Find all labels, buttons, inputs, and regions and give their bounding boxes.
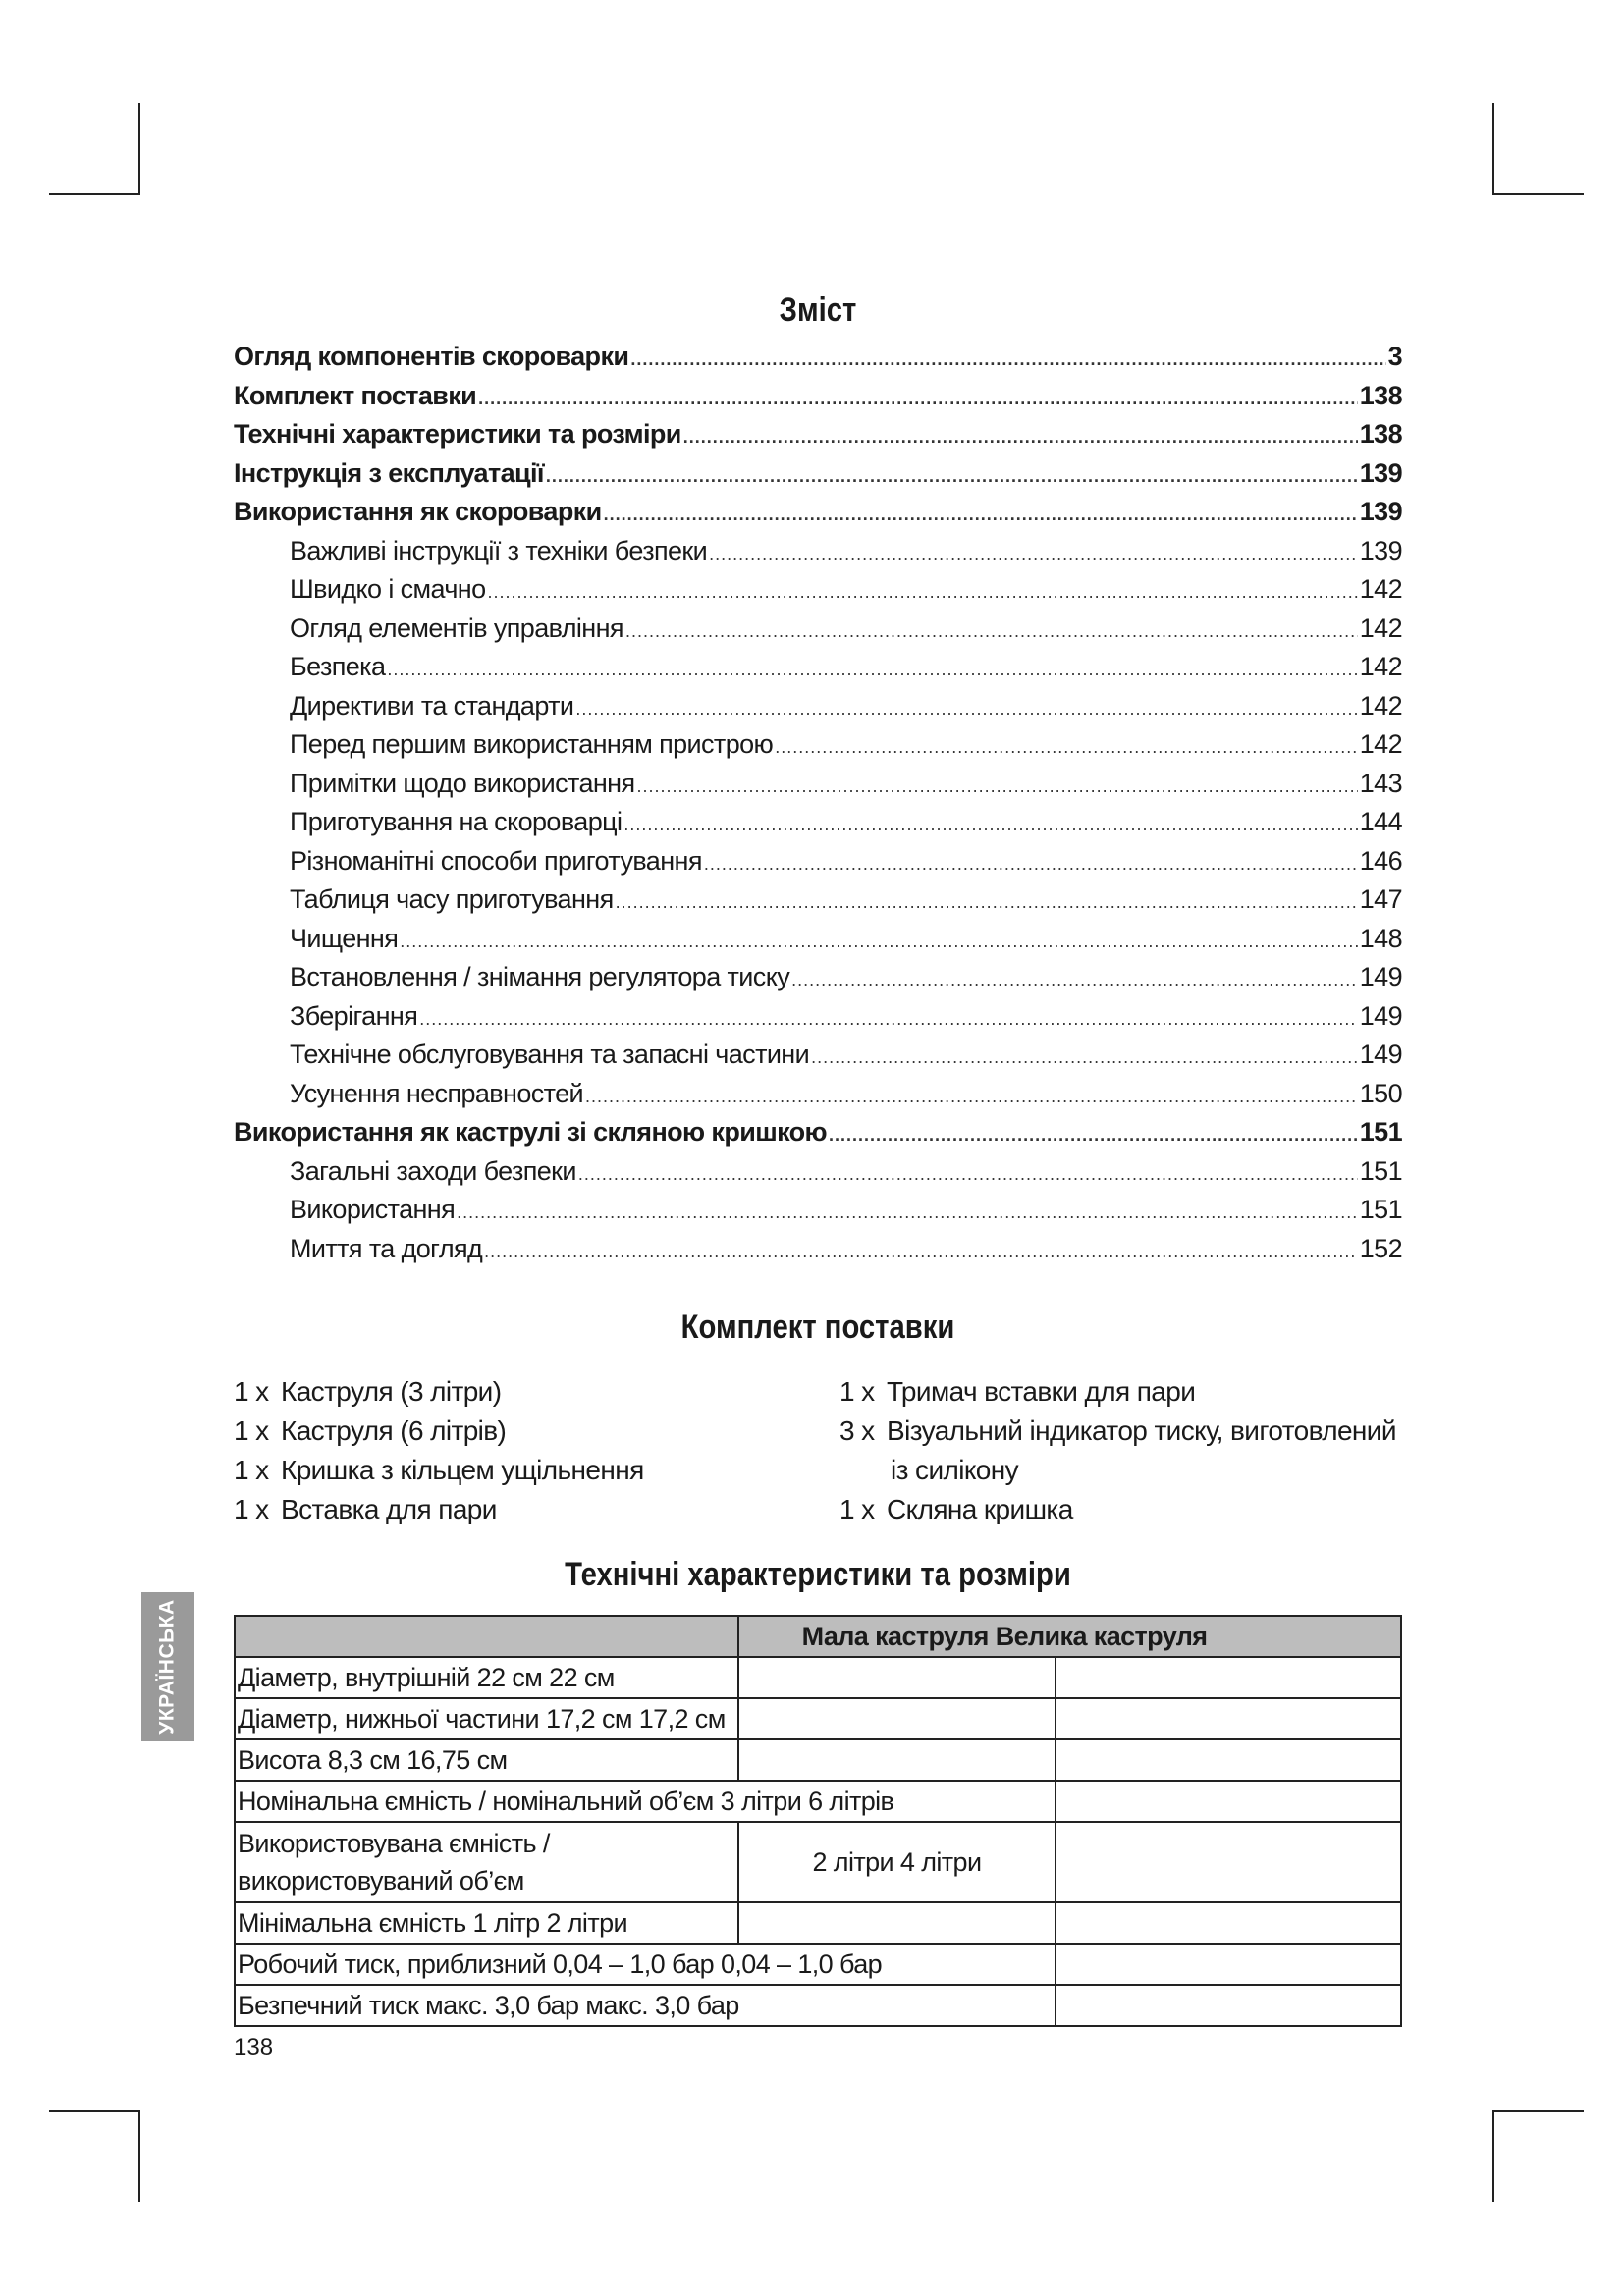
toc-leader-dots xyxy=(488,573,1358,613)
toc-leader-dots xyxy=(616,883,1358,923)
table-cell: Мінімальна ємність 1 літр 2 літри xyxy=(235,1902,738,1944)
toc-entry-label: Використання xyxy=(290,1195,456,1224)
supply-right-column xyxy=(839,1372,1396,1529)
supply-list xyxy=(234,1372,1402,1545)
toc-entry xyxy=(234,570,1402,610)
toc-entry xyxy=(234,532,1402,571)
language-label: УКРАЇНСЬКА xyxy=(156,1599,180,1735)
crop-mark-br-v xyxy=(1492,2110,1494,2202)
toc-entry-page: 142 xyxy=(1359,613,1402,643)
toc-leader-dots xyxy=(683,418,1358,457)
supply-item-text: Тримач вставки для пари xyxy=(887,1376,1196,1407)
toc-leader-dots xyxy=(484,1233,1358,1272)
toc-leader-dots xyxy=(400,923,1358,962)
supply-item-text: Кришка з кільцем ущільнення xyxy=(281,1455,644,1485)
toc-entry-page: 151 xyxy=(1359,1195,1402,1224)
table-row xyxy=(235,1944,1401,1985)
toc-entry-page: 139 xyxy=(1359,497,1402,526)
table-cell xyxy=(1056,1657,1401,1698)
toc-leader-dots xyxy=(791,961,1358,1000)
table-row xyxy=(235,1739,1401,1781)
supply-left-column xyxy=(234,1372,644,1529)
table-row xyxy=(235,1985,1401,2026)
table-row xyxy=(235,1822,1401,1902)
toc-entry xyxy=(234,1152,1402,1192)
page-number: 138 xyxy=(234,2034,274,2060)
toc-entry-page: 144 xyxy=(1359,807,1402,836)
table-cell xyxy=(738,1657,1056,1698)
supply-item xyxy=(839,1490,1396,1529)
table-cell-text: Робочий тиск, приблизний 0,04 – 1,0 бар 0,04 – 1,0 бар xyxy=(238,1949,883,1979)
toc-entry-label: Таблиця часу приготування xyxy=(290,884,614,914)
toc-leader-dots xyxy=(623,806,1357,845)
toc-entry xyxy=(234,1230,1402,1269)
toc-entry-label: Огляд компонентів скороварки xyxy=(234,342,629,371)
table-cell-text: Безпечний тиск макс. 3,0 бар макс. 3,0 бар xyxy=(238,1990,739,2020)
table-cell: Діаметр, нижньої частини 17,2 см 17,2 см xyxy=(235,1698,738,1739)
supply-item-continuation: із силікону xyxy=(891,1455,1019,1485)
toc-entry xyxy=(234,958,1402,997)
toc-entry xyxy=(234,454,1402,494)
toc-entry xyxy=(234,1036,1402,1075)
toc-entry xyxy=(234,1191,1402,1230)
supply-item xyxy=(234,1412,644,1451)
toc-leader-dots xyxy=(625,613,1358,652)
toc-entry xyxy=(234,493,1402,532)
toc-entry-page: 149 xyxy=(1359,1040,1402,1069)
table-cell xyxy=(738,1698,1056,1739)
toc-entry-page: 138 xyxy=(1359,419,1402,449)
crop-mark-br-h xyxy=(1492,2110,1584,2112)
toc-entry-page: 149 xyxy=(1359,1000,1402,1031)
toc-title: Зміст xyxy=(779,292,857,329)
toc-leader-dots xyxy=(604,496,1358,535)
toc-entry-label: Директиви та стандарти xyxy=(290,690,574,721)
toc-entry-page: 148 xyxy=(1359,923,1402,953)
supply-item-text: Візуальний індикатор тиску, виготовлений xyxy=(887,1415,1396,1446)
toc-entry-label: Важливі інструкції з техніки безпеки xyxy=(290,535,708,565)
supply-item-qty: 1 x xyxy=(234,1415,269,1446)
toc-entry-label: Миття та догляд xyxy=(290,1233,483,1263)
supply-item-text: Каструля (6 літрів) xyxy=(281,1415,507,1446)
toc-entry xyxy=(234,338,1402,377)
toc-entry-label: Технічні характеристики та розміри xyxy=(234,419,681,449)
table-header-cell xyxy=(738,1616,1401,1657)
toc-entry-page: 146 xyxy=(1359,845,1402,876)
supply-item-qty: 1 x xyxy=(839,1376,875,1407)
toc-entry-page: 151 xyxy=(1359,1155,1402,1186)
supply-item-qty: 1 x xyxy=(234,1494,269,1524)
table-of-contents xyxy=(234,338,1402,1268)
toc-entry-label: Огляд елементів управління xyxy=(290,613,623,643)
crop-mark-tr-v xyxy=(1492,103,1494,194)
specs-table xyxy=(234,1615,1402,2027)
table-cell xyxy=(1056,1739,1401,1781)
toc-leader-dots xyxy=(578,1155,1358,1195)
toc-entry-label: Зберігання xyxy=(290,1000,418,1031)
toc-leader-dots xyxy=(775,728,1358,768)
table-row xyxy=(235,1616,1401,1657)
toc-leader-dots xyxy=(704,845,1358,884)
supply-item xyxy=(839,1372,1396,1412)
toc-entry-label: Перед першим використанням пристрою xyxy=(290,729,774,759)
toc-leader-dots xyxy=(478,380,1358,419)
table-cell xyxy=(235,1944,1056,1985)
toc-entry xyxy=(234,610,1402,649)
table-cell: 2 літри 4 літри xyxy=(738,1822,1056,1902)
toc-entry xyxy=(234,997,1402,1037)
toc-leader-dots xyxy=(709,535,1358,574)
table-row xyxy=(235,1781,1401,1822)
table-cell xyxy=(1056,1985,1401,2026)
table-cell xyxy=(1056,1944,1401,1985)
toc-entry-page: 142 xyxy=(1359,574,1402,604)
table-cell xyxy=(738,1739,1056,1781)
toc-entry-page: 142 xyxy=(1359,729,1402,759)
toc-leader-dots xyxy=(829,1116,1358,1155)
table-cell xyxy=(235,1822,738,1902)
toc-leader-dots xyxy=(630,341,1385,380)
table-cell-line: використовуваний об’єм xyxy=(238,1866,524,1896)
toc-entry-page: 149 xyxy=(1359,962,1402,991)
page-content xyxy=(234,283,1402,1604)
toc-entry-label: Інструкція з експлуатації xyxy=(234,457,544,488)
supply-item xyxy=(839,1412,1396,1451)
toc-entry-page: 147 xyxy=(1359,884,1402,914)
supply-item xyxy=(234,1372,644,1412)
supply-item xyxy=(234,1451,644,1490)
specs-title: Технічні характеристики та розміри xyxy=(565,1556,1071,1593)
table-cell xyxy=(235,1781,1056,1822)
table-header-text: Мала каструля Велика каструля xyxy=(801,1621,1208,1651)
table-cell xyxy=(1056,1902,1401,1944)
toc-entry-label: Загальні заходи безпеки xyxy=(290,1155,576,1186)
toc-entry-label: Приготування на скороварці xyxy=(290,807,623,836)
toc-leader-dots xyxy=(546,457,1358,497)
toc-entry-page: 142 xyxy=(1359,690,1402,721)
toc-entry xyxy=(234,803,1402,842)
table-row xyxy=(235,1698,1401,1739)
table-row xyxy=(235,1902,1401,1944)
toc-entry-label: Примітки щодо використання xyxy=(290,768,635,798)
toc-leader-dots xyxy=(811,1039,1358,1078)
toc-leader-dots xyxy=(419,1000,1358,1040)
supply-title: Комплект поставки xyxy=(680,1308,955,1346)
supply-item xyxy=(234,1490,644,1529)
toc-entry xyxy=(234,415,1402,454)
table-cell xyxy=(235,1985,1056,2026)
toc-entry-page: 151 xyxy=(1359,1117,1402,1147)
toc-entry-page: 142 xyxy=(1359,652,1402,681)
toc-leader-dots xyxy=(585,1078,1358,1117)
crop-mark-tl-h xyxy=(49,193,140,195)
table-cell xyxy=(235,1616,738,1657)
toc-entry xyxy=(234,920,1402,959)
toc-entry-label: Використання як скороварки xyxy=(234,497,602,526)
toc-entry-label: Безпека xyxy=(290,652,386,681)
table-cell-line: Використовувана ємність / xyxy=(238,1829,550,1858)
toc-entry-label: Швидко і смачно xyxy=(290,574,486,604)
table-cell xyxy=(1056,1698,1401,1739)
supply-item-qty: 1 x xyxy=(839,1494,875,1524)
table-row xyxy=(235,1657,1401,1698)
supply-item-qty: 1 x xyxy=(234,1376,269,1407)
table-cell: Висота 8,3 см 16,75 см xyxy=(235,1739,738,1781)
table-cell xyxy=(1056,1781,1401,1822)
table-cell-text: Номінальна ємність / номінальний об’єм 3 літри 6 літрів xyxy=(238,1786,894,1816)
toc-entry xyxy=(234,881,1402,920)
toc-entry xyxy=(234,648,1402,687)
toc-entry xyxy=(234,725,1402,765)
toc-entry-label: Використання як каструлі зі скляною кришкою xyxy=(234,1117,828,1147)
crop-mark-tl-v xyxy=(138,103,140,194)
table-cell: Діаметр, внутрішній 22 см 22 см xyxy=(235,1657,738,1698)
supply-item-text: Вставка для пари xyxy=(281,1494,497,1524)
crop-mark-bl-h xyxy=(49,2110,140,2112)
toc-leader-dots xyxy=(637,768,1358,807)
table-cell xyxy=(738,1902,1056,1944)
toc-entry xyxy=(234,687,1402,726)
supply-item-text: Скляна кришка xyxy=(887,1494,1073,1524)
toc-entry-label: Технічне обслуговування та запасні частини xyxy=(290,1040,810,1069)
toc-entry-page: 143 xyxy=(1359,768,1402,798)
toc-entry xyxy=(234,842,1402,881)
language-side-tab xyxy=(141,1592,194,1741)
toc-entry-label: Чищення xyxy=(290,923,399,953)
toc-entry-label: Встановлення / знімання регулятора тиску xyxy=(290,962,790,991)
toc-entry-page: 152 xyxy=(1359,1233,1402,1263)
toc-entry-label: Комплект поставки xyxy=(234,380,477,410)
supply-item-text: Каструля (3 літри) xyxy=(281,1376,502,1407)
supply-item-qty: 1 x xyxy=(234,1455,269,1485)
toc-entry xyxy=(234,765,1402,804)
toc-entry xyxy=(234,1075,1402,1114)
toc-entry xyxy=(234,1113,1402,1152)
toc-leader-dots xyxy=(575,690,1357,729)
toc-entry-page: 3 xyxy=(1387,342,1402,371)
crop-mark-bl-v xyxy=(138,2110,140,2202)
toc-leader-dots xyxy=(387,651,1357,690)
toc-entry-page: 138 xyxy=(1359,380,1402,410)
table-cell xyxy=(1056,1822,1401,1902)
supply-item-qty: 3 x xyxy=(839,1415,875,1446)
toc-entry-page: 139 xyxy=(1359,535,1402,565)
toc-leader-dots xyxy=(457,1194,1358,1233)
toc-entry-page: 150 xyxy=(1359,1078,1402,1108)
toc-entry xyxy=(234,377,1402,416)
toc-entry-label: Усунення несправностей xyxy=(290,1078,584,1108)
toc-entry-label: Різноманітні способи приготування xyxy=(290,845,702,876)
crop-mark-tr-h xyxy=(1492,193,1584,195)
toc-entry-page: 139 xyxy=(1359,457,1402,488)
